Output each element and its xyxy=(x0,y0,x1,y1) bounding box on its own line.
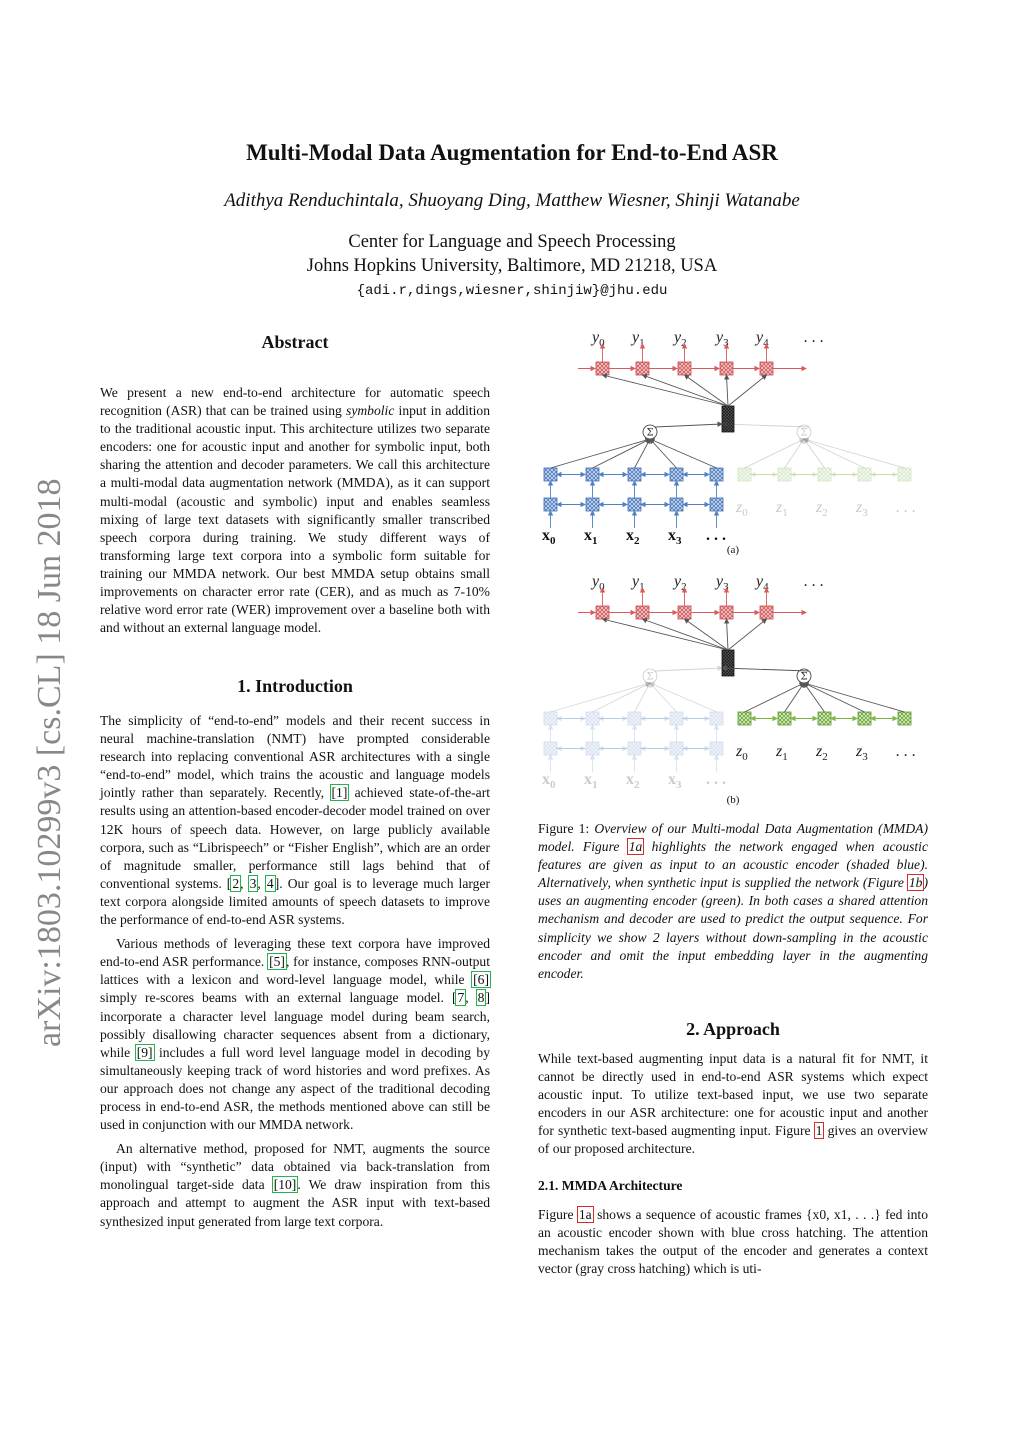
output-label: $y_4$ xyxy=(756,573,769,593)
context-to-decoder-arrow xyxy=(603,619,729,650)
output-label: $y_1$ xyxy=(632,329,645,349)
output-label: $y_3$ xyxy=(716,329,729,349)
augmenting-encoder-state xyxy=(898,712,911,725)
context-to-decoder-arrow xyxy=(728,375,767,406)
sigma-symbol: Σ xyxy=(646,427,654,439)
author-email: {adi.r,dings,wiesner,shinjiw}@jhu.edu xyxy=(356,283,668,299)
acoustic-encoder-state xyxy=(670,712,683,725)
context-to-decoder-arrow xyxy=(727,619,729,650)
intro-paragraph-2: Various methods of leveraging these text corpora have improved end-to-end ASR performance. [5], for instance, composes RNN-output lattices with a lexicon and word-level language model, while [6] simply re-scores beams with an external language model. [7, 8] incorporate a character level language model during beam search, possibly disallowing character sequences absent from a dictionary, while [9] includes a full word level language model in decoding by simultaneously keeping track of word histories and word prefixes. As our approach does not change any aspect of the traditional decoding process in end-to-end ASR, the methods mentioned above can still be used in conjunction with our MMDA network. xyxy=(100,936,490,1133)
figure-1b-panel xyxy=(542,573,916,791)
encoder-to-attention-arrow xyxy=(650,439,717,468)
subsection-heading: 2.1. MMDA Architecture xyxy=(538,1178,683,1193)
augmenting-encoder-state xyxy=(818,468,831,481)
citation-link[interactable]: 3 xyxy=(249,875,257,891)
context-to-decoder-arrow xyxy=(685,375,729,406)
sigma-symbol: Σ xyxy=(800,427,808,439)
encoder-to-attention-arrow xyxy=(745,683,805,712)
figure-ref-link[interactable]: 1b xyxy=(908,875,923,891)
approach-heading: 2. Approach xyxy=(686,1019,780,1039)
acoustic-encoder-state xyxy=(544,742,557,755)
context-to-decoder-arrow xyxy=(728,619,767,650)
input-label: $x_1$ xyxy=(584,527,598,547)
citation-link[interactable]: 2 xyxy=(232,875,240,891)
approach-paragraph-1: While text-based augmenting input data is a natural fit for NMT, it cannot be directly used in end-to-end ASR systems which expect acoustic input. To utilize text-based input, we use two separate encoders in our ASR architecture: one for acoustic input and another for synthetic text-based augmenting input. Figure 1 gives an overview of our proposed architecture. xyxy=(538,1051,928,1157)
input-label: $x_0$ xyxy=(542,771,556,791)
encoder-to-attention-arrow xyxy=(745,439,805,468)
figure-1a-label: (a) xyxy=(726,544,740,556)
decoder-state xyxy=(760,362,773,375)
acoustic-encoder-state xyxy=(586,468,599,481)
encoder-to-attention-arrow xyxy=(650,683,677,712)
output-label: . . . xyxy=(804,329,824,346)
decoder-state xyxy=(720,606,733,619)
acoustic-encoder-state xyxy=(628,742,641,755)
input-label: $x_3$ xyxy=(668,771,682,791)
output-label: $y_4$ xyxy=(756,329,769,349)
acoustic-encoder-state xyxy=(628,468,641,481)
synthetic-input-label: $z_3$ xyxy=(856,499,868,519)
context-vector xyxy=(722,650,734,676)
input-label: $x_0$ xyxy=(542,527,556,547)
input-label: $x_2$ xyxy=(626,527,640,547)
abstract-heading: Abstract xyxy=(261,332,329,352)
acoustic-encoder-state xyxy=(586,498,599,511)
acoustic-encoder-state xyxy=(628,712,641,725)
figure-ref-link[interactable]: 1a xyxy=(628,839,643,855)
sigma-symbol: Σ xyxy=(646,671,654,683)
emphasis-symbolic: symbolic xyxy=(346,403,395,419)
acoustic-encoder-state xyxy=(544,468,557,481)
augmenting-encoder-state xyxy=(778,712,791,725)
acoustic-encoder-state xyxy=(670,468,683,481)
decoder-state xyxy=(636,362,649,375)
figure-1 xyxy=(538,322,928,806)
encoder-to-attention-arrow xyxy=(804,683,825,712)
citation-link[interactable]: [10] xyxy=(273,1177,297,1193)
output-label: $y_0$ xyxy=(592,573,605,593)
context-vector xyxy=(722,406,734,432)
abstract-body: We present a new end-to-end architecture for automatic speech recognition (ASR) that can be trained using symbolic input in addition to the traditional acoustic input. This architecture utilizes two separate encoders: one for acoustic input and another for symbolic input, both sharing the attention and decoder parameters. We call this architecture a multi-modal data augmentation network (MMDA), as it can support multi-modal (acoustic and symbolic) input and enables seamless mixing of large text datasets with significantly smaller transcribed speech corpora during training. We study different ways of transforming large text corpora into a symbolic form suitable for training our MMDA network. Our best MMDA setup obtains small improvements on character error rate (CER), and as much as 7-10% relative word error rate (WER) improvement over a baseline both with and without an external language model. xyxy=(100,385,491,636)
augmenting-encoder-state xyxy=(738,468,751,481)
figure-ref-link[interactable]: 1a xyxy=(578,1207,592,1222)
figure-ref-link[interactable]: 1 xyxy=(815,1123,823,1139)
intro-paragraph-1: The simplicity of “end-to-end” models and their recent success in neural machine-translation (NMT) have prompted considerable research into replacing conventional ASR architectures with a single “end-to-end” model, which trains the acoustic and language models jointly rather than separately. Recently, [1] achieved state-of-the-art results using an attention-based encoder-decoder model trained on over 12K hours of speech data. However, on large publicly available corpora, such as “Librispeech” or “Fisher English”, which are an order of magnitude smaller, performance still lags behind that of conventional systems. [2, 3, 4]. Our goal is to leverage much larger text corpora alongside limited amounts of speech datasets to improve the performance of end-to-end ASR systems. xyxy=(100,713,491,928)
acoustic-encoder-state xyxy=(710,742,723,755)
synthetic-input-label: . . . xyxy=(896,499,916,516)
context-to-decoder-arrow xyxy=(643,375,729,406)
approach-body xyxy=(538,1050,928,1159)
citation-link[interactable]: 7 xyxy=(457,990,465,1006)
output-label: $y_1$ xyxy=(632,573,645,593)
augmenting-encoder-state xyxy=(778,468,791,481)
encoder-to-attention-arrow xyxy=(804,439,905,468)
decoder-state xyxy=(760,606,773,619)
decoder-state xyxy=(678,606,691,619)
decoder-state xyxy=(720,362,733,375)
output-label: $y_2$ xyxy=(674,329,687,349)
acoustic-encoder-state xyxy=(586,712,599,725)
synthetic-input-label: $z_1$ xyxy=(776,743,788,763)
figure-1b-label: (b) xyxy=(726,794,740,806)
input-label: . . . xyxy=(706,527,726,544)
synthetic-input-label: $z_2$ xyxy=(816,499,828,519)
augmenting-encoder-state xyxy=(858,468,871,481)
approach-paragraph-2: Figure 1a shows a sequence of acoustic frames {x0, x1, . . .} fed into an acoustic encoder shown with blue cross hatching. The attention mechanism takes the output of the encoder and generates a context vector (gray cross hatching) which is uti- xyxy=(538,1207,928,1277)
acoustic-encoder-state xyxy=(544,498,557,511)
input-label: $x_3$ xyxy=(668,527,682,547)
synthetic-input-label: . . . xyxy=(896,743,916,760)
augmenting-encoder-state xyxy=(818,712,831,725)
context-to-decoder-arrow xyxy=(603,375,729,406)
affiliation-line-2: Johns Hopkins University, Baltimore, MD 21218, USA xyxy=(306,256,718,276)
acoustic-encoder-state xyxy=(544,712,557,725)
output-label: $y_2$ xyxy=(674,573,687,593)
acoustic-encoder-state xyxy=(670,742,683,755)
acoustic-encoder-state xyxy=(670,498,683,511)
intro-paragraph-3: An alternative method, proposed for NMT, augments the source (input) with “synthetic” data obtained via back-translation from monolingual target-side data [10]. We draw inspiration from this approach and attempt to augment the ASR input with text-based synthesized input generated from large text corpora. xyxy=(100,1141,490,1229)
citation-link[interactable]: 8 xyxy=(477,990,485,1006)
intro-heading: 1. Introduction xyxy=(237,676,353,696)
acoustic-encoder-state xyxy=(710,498,723,511)
attention-to-context-arrow xyxy=(722,668,809,671)
citation-link[interactable]: [9] xyxy=(136,1044,153,1060)
synthetic-input-label: $z_2$ xyxy=(816,743,828,763)
synthetic-input-label: $z_3$ xyxy=(856,743,868,763)
decoder-state xyxy=(596,606,609,619)
sigma-symbol: Σ xyxy=(800,671,808,683)
encoder-to-attention-arrow xyxy=(650,439,677,468)
author-list: Adithya Renduchintala, Shuoyang Ding, Matthew Wiesner, Shinji Watanabe xyxy=(224,190,800,211)
augmenting-encoder-state xyxy=(738,712,751,725)
input-label: $x_2$ xyxy=(626,771,640,791)
paper-title: Multi-Modal Data Augmentation for End-to-End ASR xyxy=(246,140,778,165)
encoder-to-attention-arrow xyxy=(804,683,905,712)
attention-to-context-arrow xyxy=(655,424,722,427)
context-to-decoder-arrow xyxy=(685,619,729,650)
synthetic-input-label: $z_0$ xyxy=(736,743,748,763)
arxiv-identifier xyxy=(8,455,80,1050)
mmda-architecture-body xyxy=(538,1206,928,1278)
figure-1a-panel xyxy=(542,329,916,547)
input-label: $x_1$ xyxy=(584,771,598,791)
encoder-to-attention-arrow xyxy=(804,439,825,468)
encoder-to-attention-arrow xyxy=(650,683,717,712)
input-label: . . . xyxy=(706,771,726,788)
output-label: $y_3$ xyxy=(716,573,729,593)
context-to-decoder-arrow xyxy=(727,375,729,406)
augmenting-encoder-state xyxy=(858,712,871,725)
citation-link[interactable]: [5] xyxy=(269,954,285,970)
citation-link[interactable]: [1] xyxy=(331,785,348,801)
acoustic-encoder-state xyxy=(628,498,641,511)
figure-1-caption: Figure 1: Overview of our Multi-modal Data Augmentation (MMDA) model. Figure 1a highlights the network engaged when acoustic features are given as input to an acoustic encoder (shaded blue). Alternatively, when synthetic input is supplied the network (Figure 1b) uses an augmenting encoder (green). In both cases a shared attention mechanism and decoder are used to predict the output sequence. For simplicity we show 2 layers without down-sampling in the acoustic encoder and omit the input embedding layer in the augmenting encoder. xyxy=(538,821,928,981)
synthetic-input-label: $z_0$ xyxy=(736,499,748,519)
synthetic-input-label: $z_1$ xyxy=(776,499,788,519)
figure-1-diagram xyxy=(538,322,928,802)
arxiv-identifier-text: arXiv:1803.10299v3 [cs.CL] 18 Jun 2018 xyxy=(31,478,68,1047)
acoustic-encoder-state xyxy=(710,712,723,725)
attention-to-context-arrow xyxy=(655,668,722,671)
decoder-state xyxy=(596,362,609,375)
output-label: . . . xyxy=(804,573,824,590)
affiliation-line-1: Center for Language and Speech Processing xyxy=(348,232,676,252)
acoustic-encoder-state xyxy=(710,468,723,481)
decoder-state xyxy=(636,606,649,619)
context-to-decoder-arrow xyxy=(643,619,729,650)
augmenting-encoder-state xyxy=(898,468,911,481)
output-label: $y_0$ xyxy=(592,329,605,349)
decoder-state xyxy=(678,362,691,375)
intro-body xyxy=(100,712,490,1231)
citation-link[interactable]: 4 xyxy=(266,875,274,891)
attention-to-context-arrow xyxy=(722,424,809,427)
citation-link[interactable]: [6] xyxy=(473,972,489,988)
acoustic-encoder-state xyxy=(586,742,599,755)
